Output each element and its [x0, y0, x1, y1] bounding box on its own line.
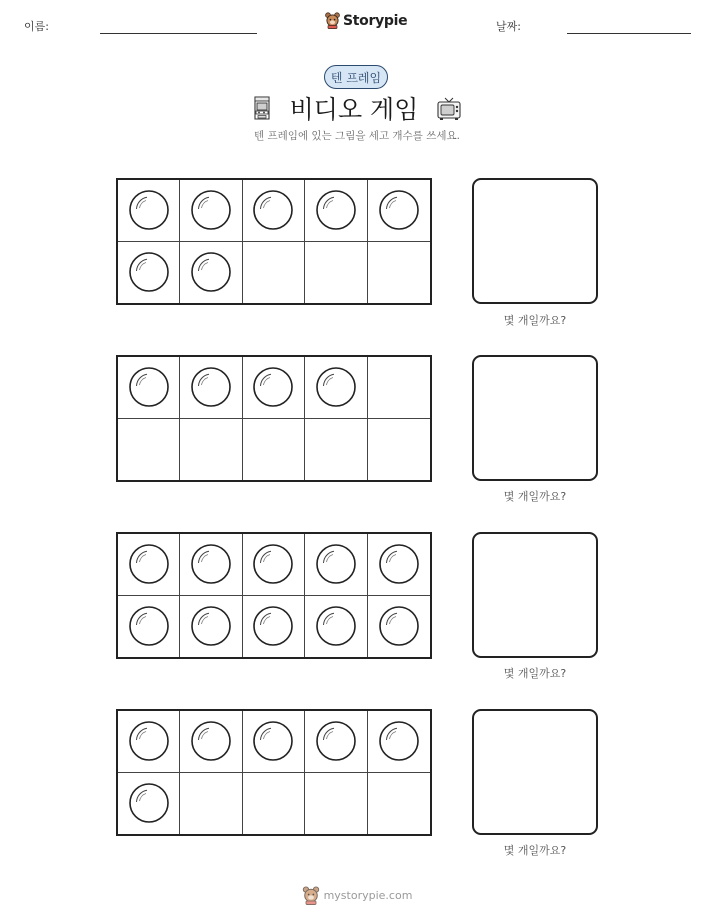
- frame-cell: [118, 357, 180, 419]
- bubble-icon: [190, 605, 232, 647]
- frame-cell: [118, 711, 180, 773]
- bubble-icon: [252, 366, 294, 408]
- arcade-cabinet-icon: [252, 95, 272, 121]
- bubble-icon: [252, 543, 294, 585]
- frame-cell: [368, 711, 430, 773]
- date-field[interactable]: [567, 33, 691, 34]
- frame-cell: [243, 773, 305, 835]
- frame-cell: [243, 711, 305, 773]
- question-label-3: 몇 개일까요?: [503, 667, 567, 680]
- frame-cell: [305, 711, 367, 773]
- frame-cell: [180, 711, 242, 773]
- bubble-icon: [378, 543, 420, 585]
- ten-frame-2: [116, 355, 432, 482]
- frame-cell: [243, 357, 305, 419]
- frame-cell: [180, 596, 242, 658]
- frame-cell: [180, 180, 242, 242]
- footer: [0, 886, 714, 905]
- bubble-icon: [252, 605, 294, 647]
- frame-cell: [368, 419, 430, 481]
- name-label: 이름:: [24, 20, 49, 33]
- bubble-icon: [315, 366, 357, 408]
- frame-cell: [243, 596, 305, 658]
- bubble-icon: [378, 189, 420, 231]
- question-label-4: 몇 개일까요?: [503, 844, 567, 857]
- frame-cell: [118, 534, 180, 596]
- frame-cell: [305, 534, 367, 596]
- bubble-icon: [128, 251, 170, 293]
- bubble-icon: [128, 605, 170, 647]
- ten-frame-1: [116, 178, 432, 305]
- bubble-icon: [128, 543, 170, 585]
- bubble-icon: [315, 543, 357, 585]
- bubble-icon: [190, 251, 232, 293]
- frame-cell: [368, 596, 430, 658]
- page-title: 비디오 게임: [289, 95, 419, 124]
- frame-cell: [118, 419, 180, 481]
- bubble-icon: [378, 720, 420, 762]
- answer-box-3[interactable]: [472, 532, 598, 658]
- frame-cell: [368, 180, 430, 242]
- bubble-icon: [378, 605, 420, 647]
- frame-cell: [305, 242, 367, 304]
- frame-cell: [305, 773, 367, 835]
- question-label-1: 몇 개일까요?: [503, 314, 567, 327]
- frame-cell: [368, 242, 430, 304]
- bubble-icon: [128, 366, 170, 408]
- bubble-icon: [190, 720, 232, 762]
- name-field[interactable]: [100, 33, 257, 34]
- date-label: 날짜:: [496, 20, 521, 33]
- retro-tv-console-icon: [436, 95, 462, 121]
- bubble-icon: [190, 366, 232, 408]
- answer-box-2[interactable]: [472, 355, 598, 481]
- bubble-icon: [252, 720, 294, 762]
- bubble-icon: [315, 605, 357, 647]
- frame-cell: [180, 242, 242, 304]
- frame-cell: [305, 180, 367, 242]
- frame-cell: [368, 773, 430, 835]
- answer-box-1[interactable]: [472, 178, 598, 304]
- frame-cell: [243, 180, 305, 242]
- bubble-icon: [128, 720, 170, 762]
- frame-cell: [118, 180, 180, 242]
- frame-cell: [180, 534, 242, 596]
- frame-cell: [305, 419, 367, 481]
- frame-cell: [180, 773, 242, 835]
- frame-cell: [368, 534, 430, 596]
- frame-cell: [180, 419, 242, 481]
- instructions: 텐 프레임에 있는 그림을 세고 개수를 쓰세요.: [254, 130, 460, 142]
- storypie-footer-icon: [302, 886, 320, 905]
- footer-url: mystorypie.com: [323, 889, 413, 902]
- storypie-bear-icon: [325, 12, 340, 29]
- frame-cell: [118, 242, 180, 304]
- frame-cell: [118, 773, 180, 835]
- ten-frame-4: [116, 709, 432, 836]
- ten-frame-3: [116, 532, 432, 659]
- answer-box-4[interactable]: [472, 709, 598, 835]
- bubble-icon: [190, 543, 232, 585]
- frame-cell: [243, 242, 305, 304]
- frame-cell: [305, 596, 367, 658]
- frame-cell: [368, 357, 430, 419]
- frame-cell: [180, 357, 242, 419]
- bubble-icon: [190, 189, 232, 231]
- bubble-icon: [252, 189, 294, 231]
- frame-cell: [118, 596, 180, 658]
- frame-cell: [243, 534, 305, 596]
- bubble-icon: [128, 782, 170, 824]
- frame-cell: [243, 419, 305, 481]
- bubble-icon: [128, 189, 170, 231]
- brand-name: Storypie: [343, 12, 408, 29]
- bubble-icon: [315, 189, 357, 231]
- topic-badge: 텐 프레임: [324, 65, 388, 89]
- bubble-icon: [315, 720, 357, 762]
- brand-logo: [325, 12, 407, 29]
- title-row: [0, 90, 714, 126]
- frame-cell: [305, 357, 367, 419]
- question-label-2: 몇 개일까요?: [503, 490, 567, 503]
